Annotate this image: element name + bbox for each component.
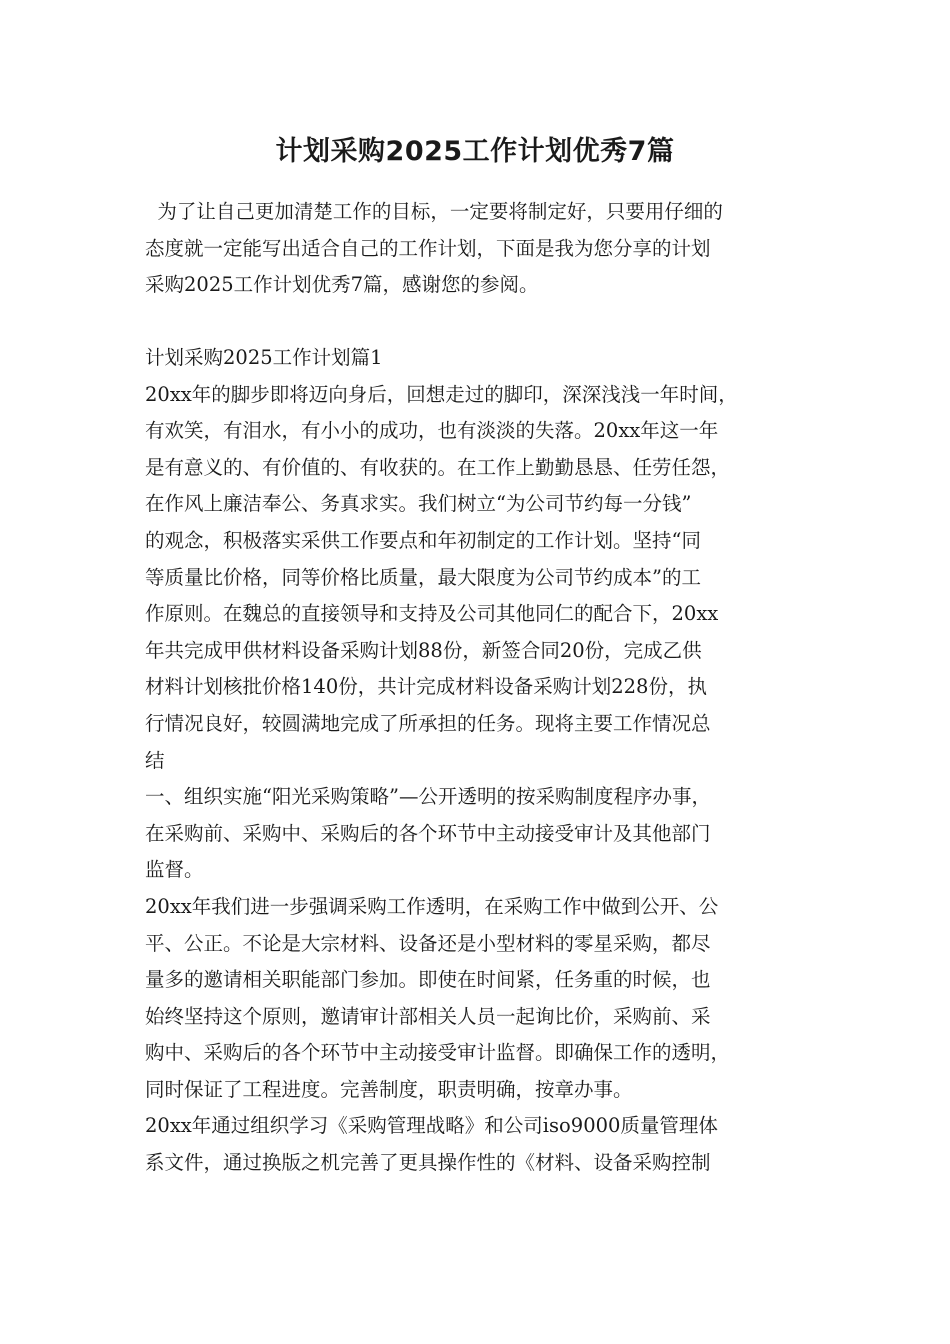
text-line: 是有意义的、有价值的、有收获的。在工作上勤勤恳恳、任劳任怨， — [145, 455, 731, 479]
text-line: 20xx年的脚步即将迈向身后，回想走过的脚印，深深浅浅一年时间， — [145, 382, 738, 406]
text-line: 作原则。在魏总的直接领导和支持及公司其他同仁的配合下，20xx — [145, 602, 719, 626]
intro-paragraph — [145, 194, 820, 304]
intro-line: 采购2025工作计划优秀7篇，感谢您的参阅。 — [145, 273, 539, 297]
text-line: 20xx年我们进一步强调采购工作透明，在采购工作中做到公开、公 — [145, 894, 719, 918]
text-line: 监督。 — [145, 858, 204, 882]
document-title: 计划采购2025工作计划优秀7篇 — [275, 136, 675, 167]
text-line: 平、公正。不论是大宗材料、设备还是小型材料的零星采购，都尽 — [145, 931, 711, 955]
text-line: 年共完成甲供材料设备采购计划88份，新签合同20份，完成乙供 — [145, 638, 702, 662]
text-line: 在作风上廉洁奉公、务真求实。我们树立“为公司节约每一分钱” — [145, 492, 692, 516]
text-line: 行情况良好，较圆满地完成了所承担的任务。现将主要工作情况总 — [145, 711, 711, 735]
section-heading: 计划采购2025工作计划篇1 — [145, 346, 383, 369]
text-line: 同时保证了工程进度。完善制度，职责明确，按章办事。 — [145, 1077, 633, 1101]
text-line: 等质量比价格，同等价格比质量，最大限度为公司节约成本”的工 — [145, 565, 701, 589]
intro-line: 为了让自己更加清楚工作的目标，一定要将制定好，只要用仔细的 — [145, 200, 723, 223]
text-line: 一、组织实施“阳光采购策略”—公开透明的按采购制度程序办事， — [145, 785, 711, 809]
text-line: 结 — [145, 748, 165, 772]
text-line: 始终坚持这个原则，邀请审计部相关人员一起询比价，采购前、采 — [145, 1004, 711, 1028]
text-line: 有欢笑，有泪水，有小小的成功，也有淡淡的失落。20xx年这一年 — [145, 419, 719, 443]
text-line: 量多的邀请相关职能部门参加。即使在时间紧，任务重的时候，也 — [145, 968, 711, 992]
text-line: 在采购前、采购中、采购后的各个环节中主动接受审计及其他部门 — [145, 821, 711, 845]
text-line: 购中、采购后的各个环节中主动接受审计监督。即确保工作的透明， — [145, 1041, 731, 1065]
intro-line: 态度就一定能写出适合自己的工作计划，下面是我为您分享的计划 — [145, 236, 711, 260]
text-line: 系文件，通过换版之机完善了更具操作性的《材料、设备采购控制 — [145, 1151, 711, 1175]
main-content — [145, 340, 820, 1182]
text-line: 的观念，积极落实采供工作要点和年初制定的工作计划。坚持“同 — [145, 528, 701, 552]
text-line: 材料计划核批价格140份，共计完成材料设备采购计划228份，执 — [145, 675, 707, 699]
text-line: 20xx年通过组织学习《采购管理战略》和公司iso9000质量管理体 — [145, 1114, 718, 1138]
